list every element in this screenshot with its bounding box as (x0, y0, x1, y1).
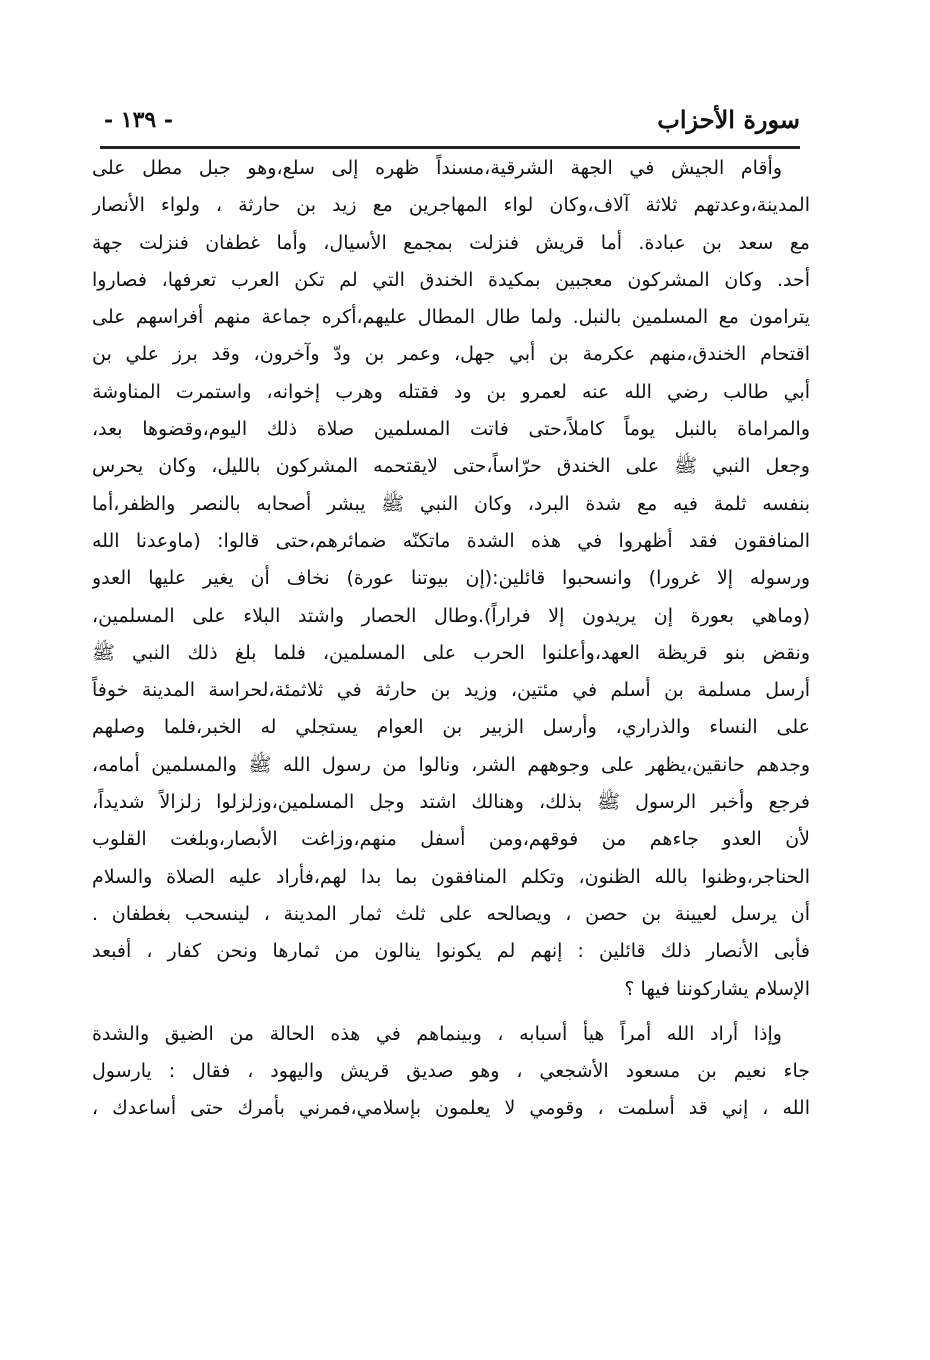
text-line: جاء نعيم بن مسعود الأشجعي ، وهو صديق قريش واليهود ، فقال : يارسول (92, 1060, 810, 1083)
text-line: فرجع وأخبر الرسول ﷺ بذلك، وهنالك اشتد وجل المسلمين،وزلزلوا زلزالاً شديداً، (92, 791, 810, 814)
paragraph-gap (92, 1008, 810, 1016)
text-line: ورسوله إلا غرورا) وانسحبوا قائلين:(إن بيوتنا عورة) نخاف أن يغير عليها العدو (92, 567, 810, 590)
text-line: الحناجر،وظنوا بالله الظنون، وتكلم المنافقون بما بدا لهم،فأراد عليه الصلاة والسلام (92, 865, 810, 888)
text-line: المدينة،وعدتهم ثلاثة آلاف،وكان لواء المهاجرين مع زيد بن حارثة ، ولواء الأنصار (92, 194, 810, 217)
text-line: والمراماة بالنبل يوماً كاملاً،حتى فاتت المسلمين صلاة ذلك اليوم،وقضوها بعد، (92, 418, 810, 441)
text-line: أحد. وكان المشركون معجبين بمكيدة الخندق التي لم تكن العرب تعرفها، فصاروا (92, 268, 810, 291)
page-number: - ١٣٩ - (104, 107, 174, 133)
text-line: أرسل مسلمة بن أسلم في مئتين، وزيد بن حارثة في ثلاثمئة،لحراسة المدينة خوفاً (92, 679, 810, 702)
text-line: أبي طالب رضي الله عنه لعمرو بن ود فقتله وهرب إخوانه، واستمرت المناوشة (92, 380, 810, 403)
text-line: لأن العدو جاءهم من فوقهم،ومن أسفل منهم،وزاغت الأبصار،وبلغت القلوب (92, 828, 810, 851)
page-header (100, 100, 800, 140)
body-text (92, 150, 810, 1128)
text-line: المنافقون فقد أظهروا في هذه الشدة ماتكنّه ضمائرهم،حتى قالوا: (ماوعدنا الله (92, 529, 810, 552)
text-line: ونقض بنو قريظة العهد،وأعلنوا الحرب على المسلمين، فلما بلغ ذلك النبي ﷺ (92, 641, 810, 664)
text-line: الإسلام يشاركوننا فيها ؟ (624, 977, 810, 1000)
header-divider (100, 146, 800, 149)
text-line: وإذا أراد الله أمراً هيأ أسبابه ، وبينماهم في هذه الحالة من الضيق والشدة (92, 1022, 782, 1045)
text-line: اقتحام الخندق،منهم عكرمة بن أبي جهل، وعمر بن ودّ وآخرون، وقد برز علي بن (92, 343, 810, 366)
text-line: الله ، إني قد أسلمت ، وقومي لا يعلمون بإسلامي،فمرني بأمرك حتى أساعدك ، (92, 1097, 810, 1120)
text-line: أن يرسل لعيينة بن حصن ، ويصالحه على ثلث ثمار المدينة ، لينسحب بغطفان . (92, 902, 810, 925)
text-line: على النساء والذراري، وأرسل الزبير بن العوام يستجلي له الخبر،فلما وصلهم (92, 716, 810, 739)
text-line: (وماهي بعورة إن يريدون إلا فراراً).وطال الحصار واشتد البلاء على المسلمين، (92, 604, 810, 627)
surah-title: سورة الأحزاب (657, 105, 800, 134)
text-line: وجعل النبي ﷺ على الخندق حرّاساً،حتى لايقتحمه المشركون بالليل، وكان يحرس (92, 455, 810, 478)
text-line: وأقام الجيش في الجهة الشرقية،مسنداً ظهره إلى سلع،وهو جبل مطل على (92, 157, 782, 179)
text-line: فأبى الأنصار ذلك قائلين : إنهم لم يكونوا ينالون من ثمارها ونحن كفار ، أفبعد (92, 940, 810, 963)
text-line: وجدهم حانقين،يظهر على وجوههم الشر، ونالوا من رسول الله ﷺ والمسلمين أمامه، (92, 753, 810, 776)
text-line: مع سعد بن عبادة. أما قريش فنزلت بمجمع الأسيال، وأما غطفان فنزلت جهة (92, 231, 810, 254)
text-line: يترامون مع المسلمين بالنبل. ولما طال المطال عليهم،أكره جماعة منهم أفراسهم على (92, 306, 810, 329)
text-line: بنفسه ثلمة فيه مع شدة البرد، وكان النبي ﷺ يبشر أصحابه بالنصر والظفر،أما (92, 492, 810, 515)
